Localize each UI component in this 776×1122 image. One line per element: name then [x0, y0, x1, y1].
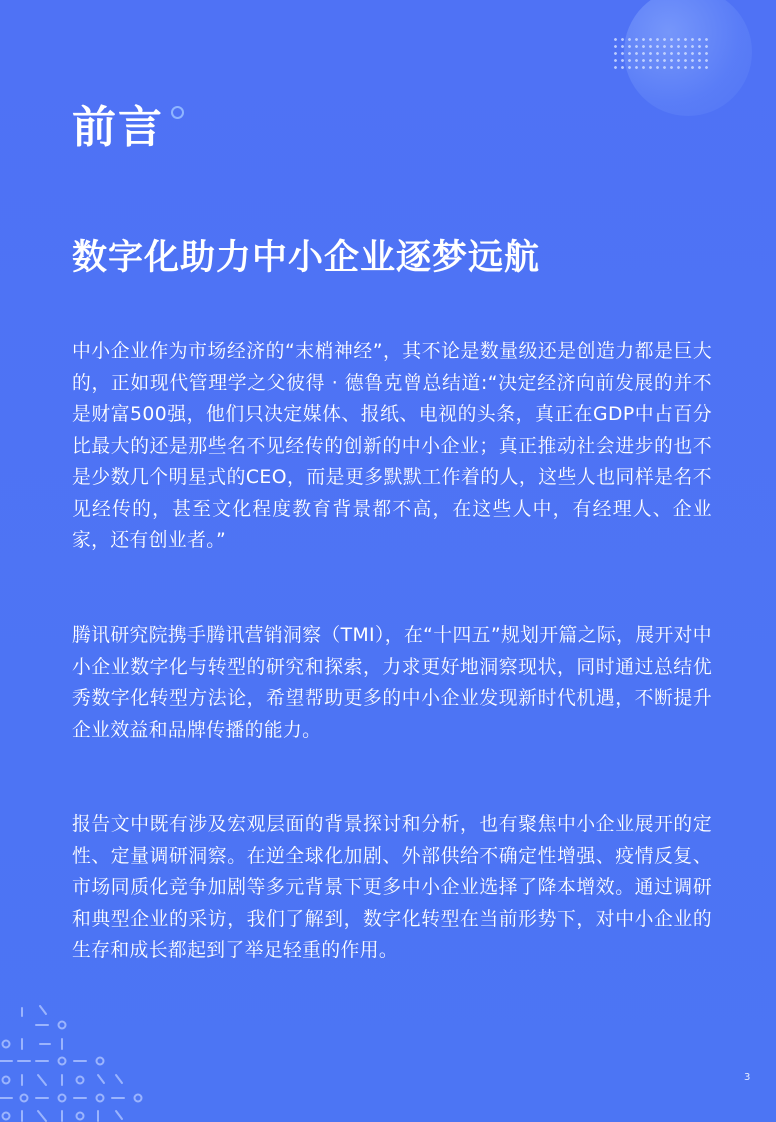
paragraph-1: 中小企业作为市场经济的“末梢神经”，其不论是数量级还是创造力都是巨大的，正如现代管理学之父彼得 · 德鲁克曾总结道:“决定经济向前发展的并不是财富500强，他们只决定媒体、报纸、电视的头条，真正在GDP中占百分比最大的还是那些名不见经传的创新的中小企业；真正推动社会进步的也不是少数几个明星式的CEO，而是更多默默工作着的人，这些人也同样是名不见经传的，甚至文化程度教育背景都不高，在这些人中，有经理人、企业家，还有创业者。”: [72, 341, 712, 551]
page-number: 3: [744, 1072, 751, 1083]
section-heading: 前言: [72, 102, 164, 153]
decorative-line-pattern: [0, 998, 150, 1122]
decorative-dot-grid: [612, 36, 712, 72]
paragraph-2: 腾讯研究院携手腾讯营销洞察（TMI），在“十四五”规划开篇之际，展开对中小企业数字化与转型的研究和探索，力求更好地洞察现状，同时通过总结优秀数字化转型方法论，希望帮助更多的中小企业发现新时代机遇，不断提升企业效益和品牌传播的能力。: [72, 625, 712, 741]
paragraph-3: 报告文中既有涉及宏观层面的背景探讨和分析，也有聚焦中小企业展开的定性、定量调研洞察。在逆全球化加剧、外部供给不确定性增强、疫情反复、市场同质化竞争加剧等多元背景下更多中小企业选择了降本增效。通过调研和典型企业的采访，我们了解到，数字化转型在当前形势下，对中小企业的生存和成长都起到了举足轻重的作用。: [72, 814, 712, 961]
page-title: 数字化助力中小企业逐梦远航: [72, 238, 541, 278]
ring-icon: [171, 106, 184, 119]
